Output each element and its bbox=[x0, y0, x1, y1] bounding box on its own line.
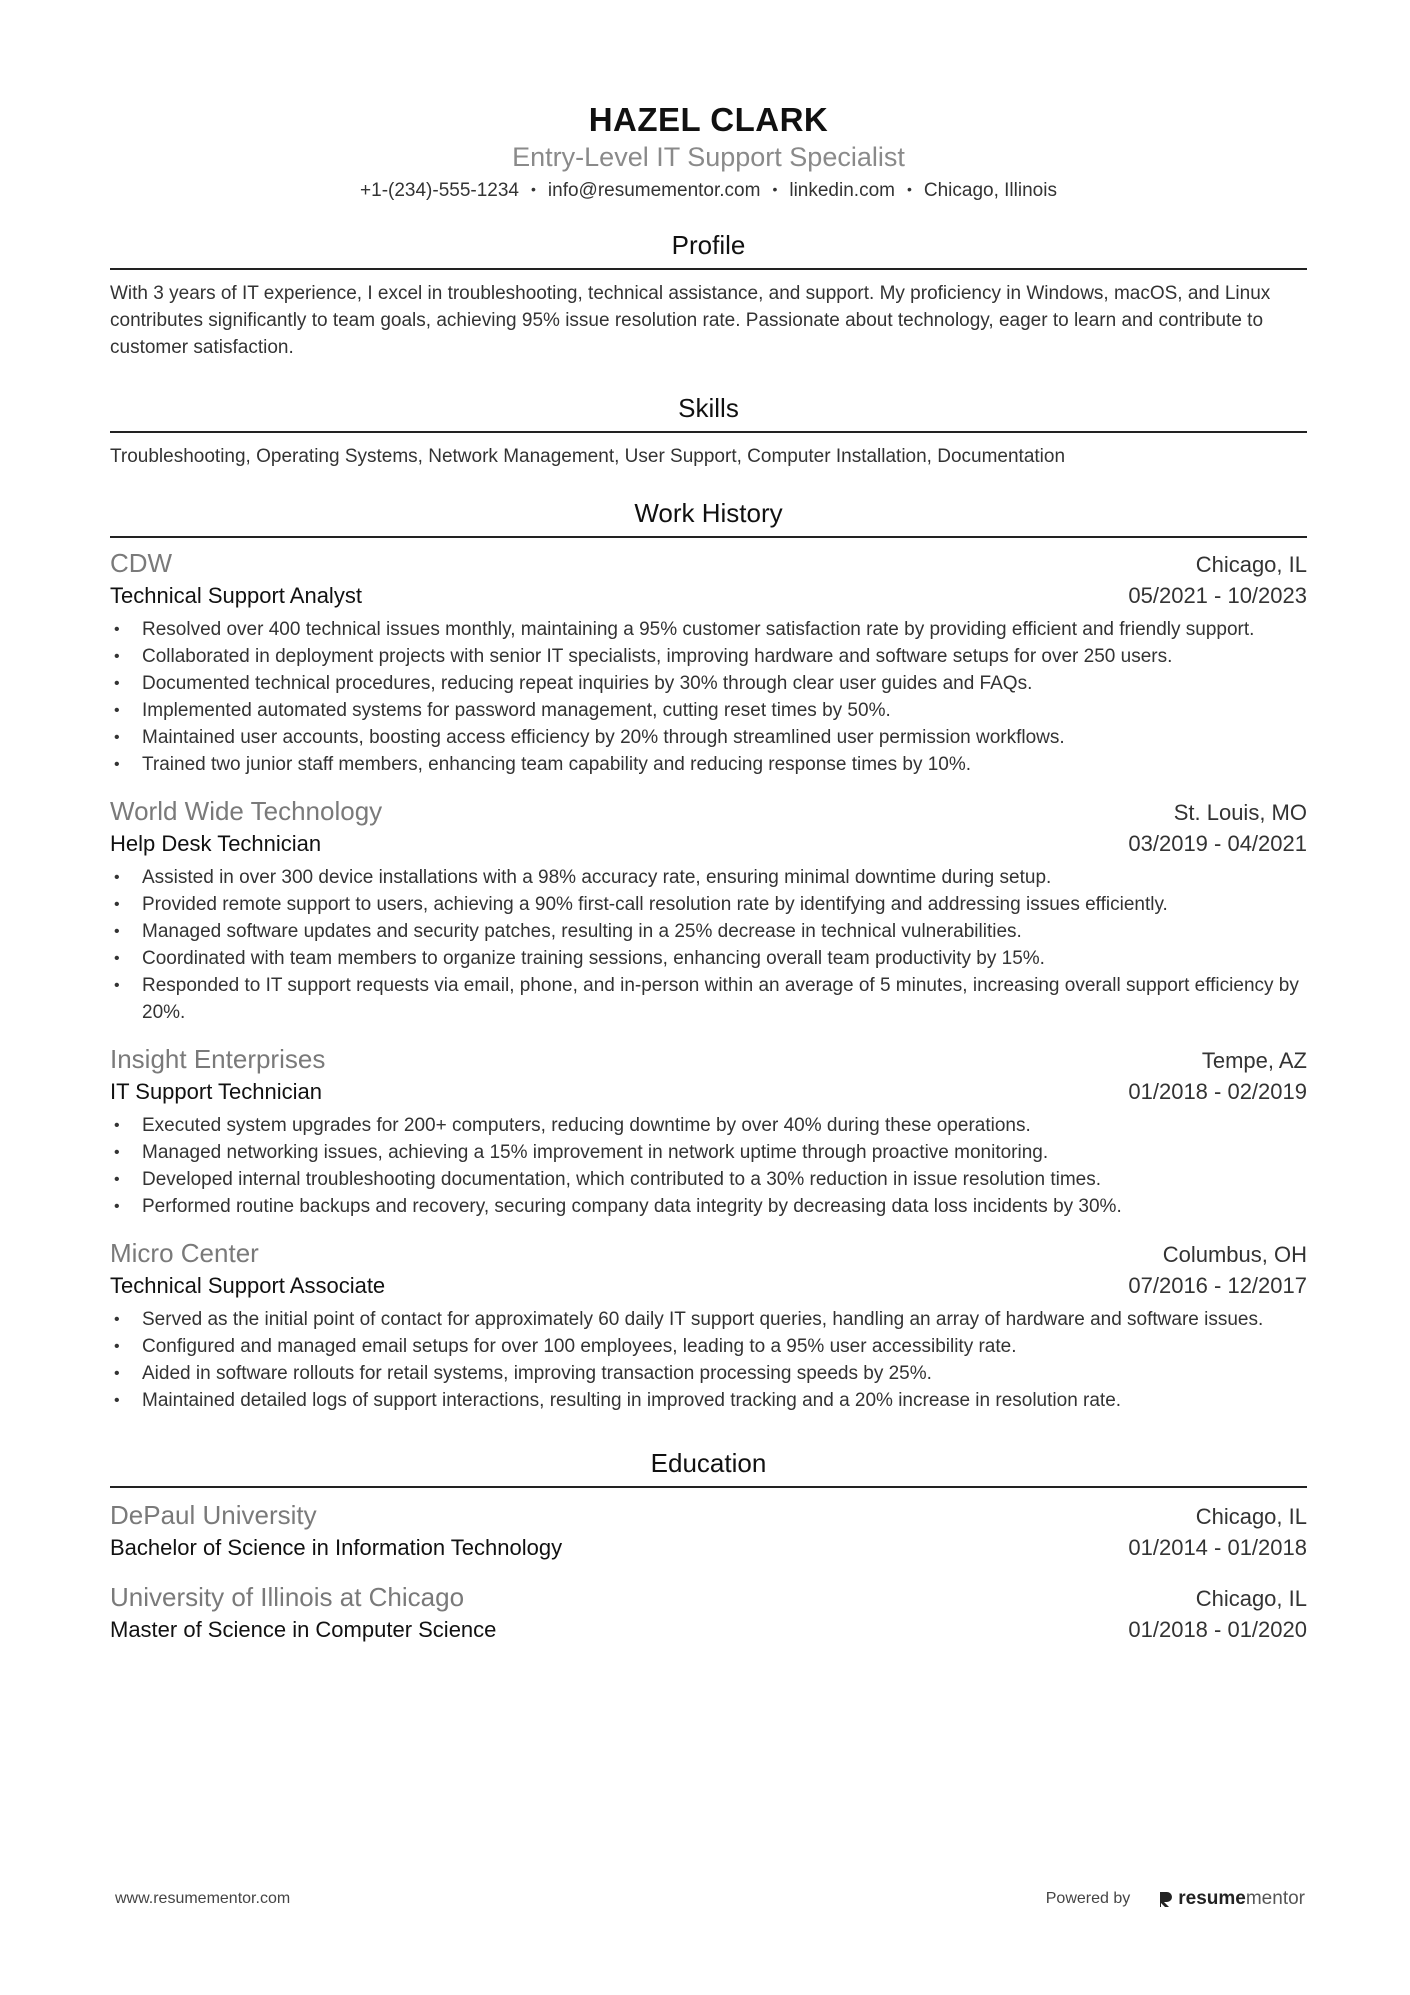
job-bullet: • Implemented automated systems for password management, cutting reset times by 50%. bbox=[110, 697, 1307, 724]
job-location: St. Louis, MO bbox=[1173, 800, 1307, 825]
education-list bbox=[110, 1498, 1307, 1646]
job-role: Technical Support Analyst bbox=[110, 583, 362, 608]
job-role: Help Desk Technician bbox=[110, 831, 322, 856]
education-entry bbox=[110, 1498, 1307, 1564]
contact-line bbox=[110, 174, 1307, 206]
job-header-row bbox=[110, 794, 1307, 828]
skills-section bbox=[110, 391, 1307, 470]
job-location: Tempe, AZ bbox=[1201, 1048, 1307, 1073]
job-bullet: • Developed internal troubleshooting documentation, which contributed to a 30% reduction in issue resolution times. bbox=[110, 1166, 1307, 1193]
brand-name-bold: resume bbox=[1178, 1888, 1246, 1909]
brand-name-light: mentor bbox=[1245, 1888, 1305, 1909]
job-role-row bbox=[110, 580, 1307, 612]
footer-branding bbox=[1046, 1888, 1305, 1910]
job-bullet: • Executed system upgrades for 200+ computers, reducing downtime by over 40% during these operations. bbox=[110, 1112, 1307, 1139]
job-bullet: • Provided remote support to users, achieving a 90% first-call resolution rate by identifying and addressing issues efficiently. bbox=[110, 891, 1307, 918]
job-dates: 03/2019 - 04/2021 bbox=[1128, 831, 1307, 856]
school-location: Chicago, IL bbox=[1195, 1504, 1307, 1529]
section-title-profile: Profile bbox=[110, 228, 1307, 270]
job-bullet-list bbox=[110, 1306, 1307, 1414]
education-degree-row bbox=[110, 1532, 1307, 1564]
job-bullet-list bbox=[110, 864, 1307, 1026]
job-bullet: • Trained two junior staff members, enhancing team capability and reducing response times by 10%. bbox=[110, 751, 1307, 778]
resume-header bbox=[110, 0, 1307, 206]
job-location: Chicago, IL bbox=[1195, 552, 1307, 577]
job-bullet: • Assisted in over 300 device installations with a 98% accuracy rate, ensuring minimal downtime during setup. bbox=[110, 864, 1307, 891]
job-bullet: • Documented technical procedures, reducing repeat inquiries by 30% through clear user guides and FAQs. bbox=[110, 670, 1307, 697]
job-bullet-list bbox=[110, 1112, 1307, 1220]
education-degree-row bbox=[110, 1614, 1307, 1646]
job-role: IT Support Technician bbox=[110, 1079, 322, 1104]
job-list bbox=[110, 546, 1307, 1414]
job-bullet: • Managed networking issues, achieving a 15% improvement in network uptime through proactive monitoring. bbox=[110, 1139, 1307, 1166]
work-history-section bbox=[110, 496, 1307, 1414]
job-header-row bbox=[110, 1042, 1307, 1076]
job-bullet: • Configured and managed email setups for over 100 employees, leading to a 95% user accessibility rate. bbox=[110, 1333, 1307, 1360]
degree-name: Bachelor of Science in Information Technology bbox=[110, 1535, 563, 1560]
education-section bbox=[110, 1446, 1307, 1646]
job-bullet: • Collaborated in deployment projects with senior IT specialists, improving hardware and software setups for over 250 users. bbox=[110, 643, 1307, 670]
job-bullet: • Managed software updates and security patches, resulting in a 25% decrease in technical vulnerabilities. bbox=[110, 918, 1307, 945]
job-bullet: • Coordinated with team members to organize training sessions, enhancing overall team productivity by 15%. bbox=[110, 945, 1307, 972]
section-title-education: Education bbox=[110, 1446, 1307, 1488]
separator-dot: • bbox=[906, 181, 912, 197]
education-dates: 01/2014 - 01/2018 bbox=[1128, 1535, 1307, 1560]
candidate-name: HAZEL CLARK bbox=[588, 101, 829, 138]
section-title-work-history: Work History bbox=[110, 496, 1307, 538]
job-bullet: • Resolved over 400 technical issues monthly, maintaining a 95% customer satisfaction rate by providing efficient and friendly support. bbox=[110, 616, 1307, 643]
page-footer bbox=[115, 1888, 1305, 1910]
job-bullet: • Maintained user accounts, boosting access efficiency by 20% through streamlined user permission workflows. bbox=[110, 724, 1307, 751]
brand-logo[interactable] bbox=[1158, 1888, 1305, 1910]
job-entry bbox=[110, 546, 1307, 778]
job-dates: 05/2021 - 10/2023 bbox=[1128, 583, 1307, 608]
job-role: Technical Support Associate bbox=[110, 1273, 386, 1298]
company-name: Insight Enterprises bbox=[110, 1044, 326, 1074]
job-bullet: • Responded to IT support requests via email, phone, and in-person within an average of 5 minutes, increasing overall support efficiency by 20%. bbox=[110, 972, 1307, 1026]
linkedin-link[interactable]: linkedin.com bbox=[789, 180, 895, 201]
job-header-row bbox=[110, 546, 1307, 580]
location-text: Chicago, Illinois bbox=[923, 180, 1057, 201]
company-name: Micro Center bbox=[110, 1238, 259, 1268]
email-link[interactable]: info@resumementor.com bbox=[547, 180, 761, 201]
resume-page bbox=[110, 0, 1307, 1646]
school-name: DePaul University bbox=[110, 1500, 317, 1530]
education-header-row bbox=[110, 1580, 1307, 1614]
section-title-skills: Skills bbox=[110, 391, 1307, 433]
job-role-row bbox=[110, 828, 1307, 860]
degree-name: Master of Science in Computer Science bbox=[110, 1617, 497, 1642]
education-header-row bbox=[110, 1498, 1307, 1532]
phone-text: +1-(234)-555-1234 bbox=[360, 180, 519, 201]
job-entry bbox=[110, 1042, 1307, 1220]
job-role-row bbox=[110, 1270, 1307, 1302]
school-name: University of Illinois at Chicago bbox=[110, 1582, 465, 1612]
job-location: Columbus, OH bbox=[1162, 1242, 1307, 1267]
profile-section bbox=[110, 228, 1307, 361]
candidate-title: Entry-Level IT Support Specialist bbox=[512, 142, 905, 172]
education-dates: 01/2018 - 01/2020 bbox=[1128, 1617, 1307, 1642]
job-dates: 07/2016 - 12/2017 bbox=[1128, 1273, 1307, 1298]
job-bullet: • Aided in software rollouts for retail systems, improving transaction processing speeds by 25%. bbox=[110, 1360, 1307, 1387]
skills-text: Troubleshooting, Operating Systems, Network Management, User Support, Computer Installation, Documentation bbox=[110, 446, 1066, 467]
job-header-row bbox=[110, 1236, 1307, 1270]
separator-dot: • bbox=[531, 181, 536, 197]
profile-text: With 3 years of IT experience, I excel in troubleshooting, technical assistance, and support. My proficiency in Windows, macOS, and Linux contributes significantly to team goals, achieving 95% issue resolution rate. Passionate about technology, eager to learn and contribute to customer satisfaction. bbox=[110, 283, 1271, 358]
resumementor-logo-icon bbox=[1158, 1890, 1174, 1908]
job-entry bbox=[110, 794, 1307, 1026]
job-role-row bbox=[110, 1076, 1307, 1108]
company-name: World Wide Technology bbox=[110, 796, 383, 826]
school-location: Chicago, IL bbox=[1195, 1586, 1307, 1611]
powered-by-text: Powered by bbox=[1045, 1890, 1131, 1907]
job-bullet: • Performed routine backups and recovery, securing company data integrity by decreasing data loss incidents by 30%. bbox=[110, 1193, 1307, 1220]
job-entry bbox=[110, 1236, 1307, 1414]
job-dates: 01/2018 - 02/2019 bbox=[1128, 1079, 1307, 1104]
separator-dot: • bbox=[772, 181, 778, 197]
footer-website-link[interactable]: www.resumementor.com bbox=[115, 1890, 291, 1907]
job-bullet-list bbox=[110, 616, 1307, 778]
job-bullet: • Maintained detailed logs of support interactions, resulting in improved tracking and a 20% increase in resolution rate. bbox=[110, 1387, 1307, 1414]
job-bullet: • Served as the initial point of contact for approximately 60 daily IT support queries, handling an array of hardware and software issues. bbox=[110, 1306, 1307, 1333]
company-name: CDW bbox=[110, 548, 173, 578]
education-entry bbox=[110, 1580, 1307, 1646]
